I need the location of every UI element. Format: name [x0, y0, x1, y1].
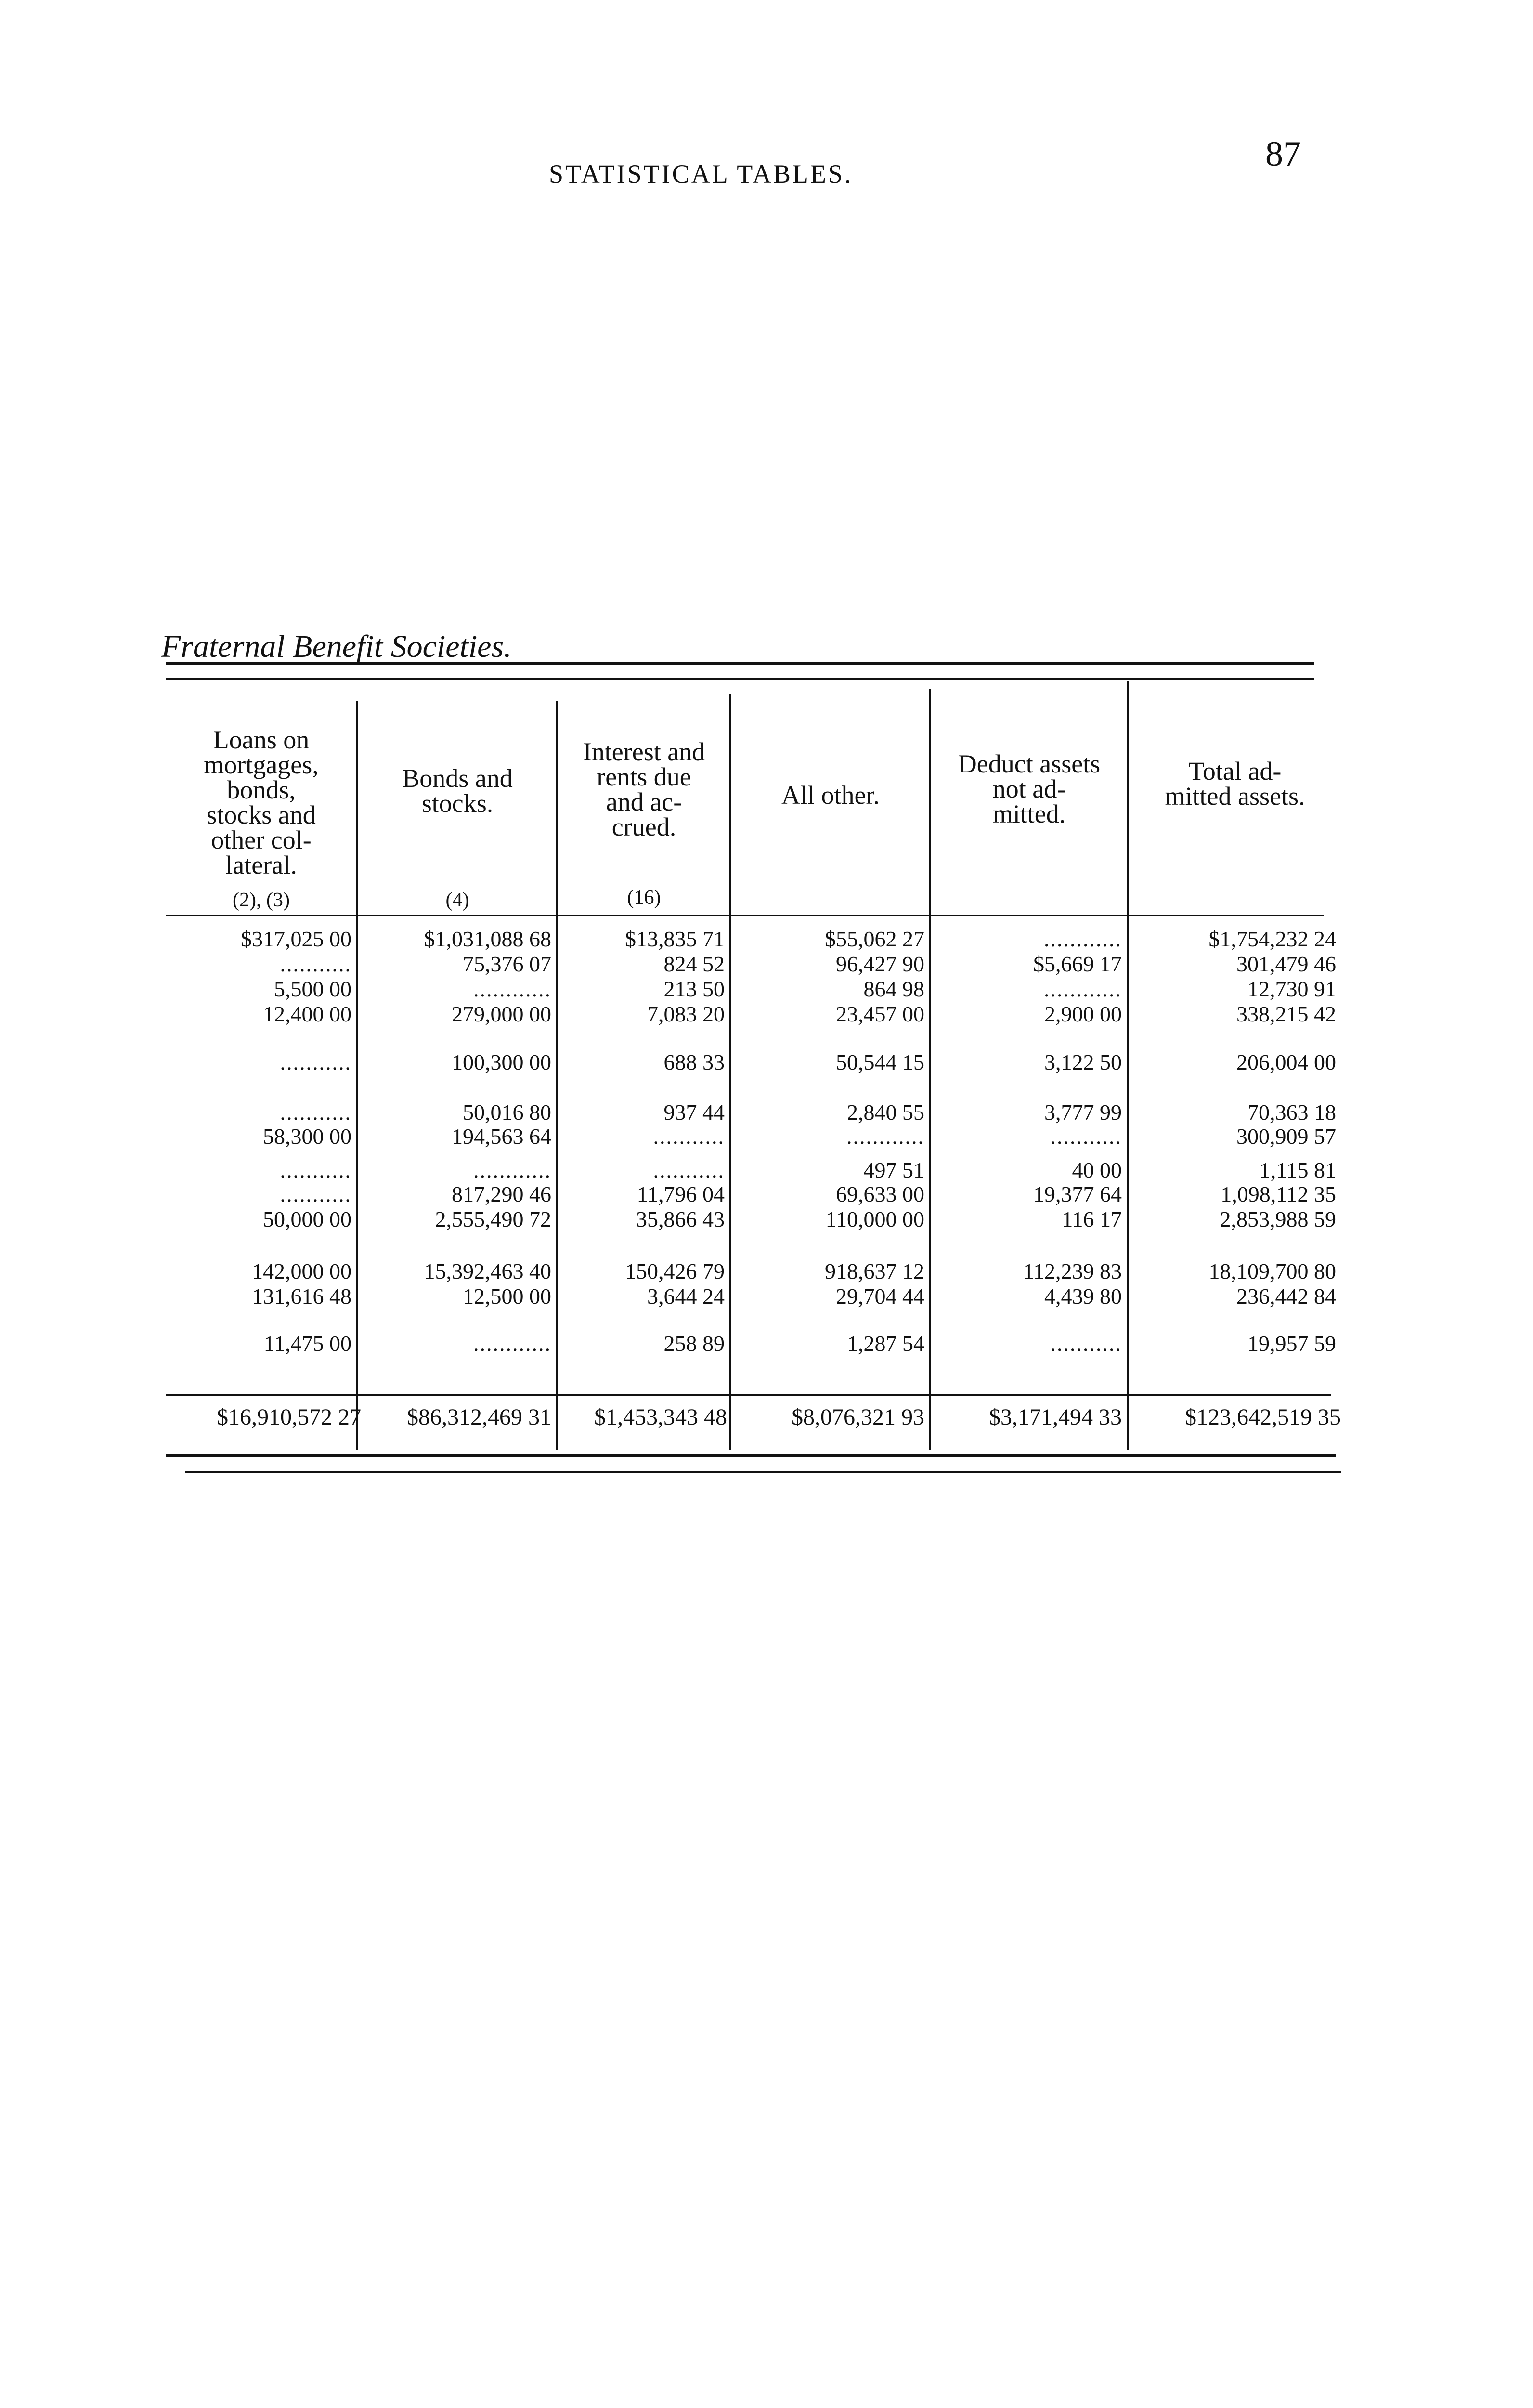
- table-cell: 19,957 59: [1247, 1331, 1336, 1356]
- table-cell: 7,083 20: [647, 1002, 725, 1026]
- table-cell: 12,500 00: [463, 1284, 551, 1309]
- bottom-rule-secondary: [185, 1471, 1341, 1473]
- table-cell: 23,457 00: [836, 1002, 924, 1026]
- total-bonds: $86,312,469 31: [407, 1404, 551, 1430]
- table-cell: 2,840 55: [847, 1100, 924, 1125]
- table-cell: 338,215 42: [1236, 1002, 1336, 1026]
- table-cell: 100,300 00: [452, 1050, 551, 1074]
- section-title: Fraternal Benefit Societies.: [161, 629, 512, 664]
- table-cell: 11,475 00: [263, 1331, 351, 1356]
- table-cell: 1,287 54: [847, 1331, 924, 1356]
- table-cell: 2,555,490 72: [435, 1207, 551, 1231]
- column-heading-interest: Interest and rents due and ac- crued.: [583, 737, 705, 841]
- table-cell: 69,633 00: [836, 1182, 924, 1206]
- table-cell: 1,098,112 35: [1221, 1182, 1336, 1206]
- table-cell: ............: [846, 1124, 924, 1149]
- table-cell: ............: [1044, 927, 1122, 951]
- table-cell: 864 98: [863, 977, 924, 1001]
- table-cell: 18,109,700 80: [1208, 1259, 1336, 1283]
- table-cell: 206,004 00: [1236, 1050, 1336, 1074]
- table-cell: 96,427 90: [836, 952, 924, 976]
- top-rule: [166, 662, 1314, 665]
- table-cell: ...........: [280, 1182, 351, 1206]
- table-cell: 70,363 18: [1247, 1100, 1336, 1125]
- table-cell: 817,290 46: [452, 1182, 551, 1206]
- table-cell: 4,439 80: [1044, 1284, 1122, 1309]
- table-cell: 15,392,463 40: [424, 1259, 551, 1283]
- table-cell: ...........: [653, 1158, 725, 1182]
- table-cell: 937 44: [663, 1100, 725, 1125]
- table-cell: 29,704 44: [836, 1284, 924, 1309]
- table-cell: 918,637 12: [825, 1259, 924, 1283]
- table-cell: 279,000 00: [452, 1002, 551, 1026]
- table-cell: 12,400 00: [263, 1002, 351, 1026]
- page-number: 87: [1265, 134, 1301, 174]
- total-admitted: $123,642,519 35: [1185, 1404, 1341, 1430]
- table-cell: ............: [473, 977, 551, 1001]
- table-cell: 2,853,988 59: [1220, 1207, 1336, 1231]
- table-cell: 213 50: [663, 977, 725, 1001]
- table-cell: 50,000 00: [263, 1207, 351, 1231]
- column-heading-loans: Loans on mortgages, bonds, stocks and other col- lateral.: [204, 725, 319, 879]
- header-bottom-rule: [166, 915, 1324, 916]
- table-cell: 5,500 00: [274, 977, 351, 1001]
- column-number: (4): [445, 889, 469, 911]
- table-cell: 300,909 57: [1236, 1124, 1336, 1149]
- table-cell: $55,062 27: [825, 927, 924, 951]
- table-cell: 19,377 64: [1033, 1182, 1122, 1206]
- table-cell: ............: [1044, 977, 1122, 1001]
- table-cell: 3,122 50: [1044, 1050, 1122, 1074]
- table-cell: ............: [473, 1158, 551, 1182]
- table-cell: ...........: [280, 1050, 351, 1074]
- table-cell: 3,644 24: [647, 1284, 725, 1309]
- table-cell: ...........: [280, 1100, 351, 1125]
- table-cell: 2,900 00: [1044, 1002, 1122, 1026]
- table-cell: ...........: [1050, 1124, 1122, 1149]
- top-rule-secondary: [166, 678, 1314, 680]
- table-cell: 497 51: [863, 1158, 924, 1182]
- table-cell: 236,442 84: [1236, 1284, 1336, 1309]
- table-cell: ...........: [280, 1158, 351, 1182]
- total-deduct: $3,171,494 33: [989, 1404, 1122, 1430]
- table-cell: 1,115 81: [1259, 1158, 1336, 1182]
- table-cell: $317,025 00: [241, 927, 351, 951]
- table-cell: 11,796 04: [637, 1182, 725, 1206]
- table-cell: 131,616 48: [252, 1284, 351, 1309]
- column-divider: [729, 694, 731, 1450]
- table-cell: 142,000 00: [252, 1259, 351, 1283]
- total-loans: $16,910,572 27: [217, 1404, 361, 1430]
- column-number: (2), (3): [233, 889, 290, 911]
- table-cell: 150,426 79: [625, 1259, 725, 1283]
- table-cell: 50,544 15: [836, 1050, 924, 1074]
- bottom-rule: [166, 1454, 1336, 1457]
- totals-rule: [166, 1394, 1331, 1396]
- table-cell: $13,835 71: [625, 927, 725, 951]
- table-cell: 301,479 46: [1236, 952, 1336, 976]
- column-number: (16): [627, 887, 661, 909]
- table-cell: ...........: [1050, 1331, 1122, 1356]
- table-cell: 258 89: [663, 1331, 725, 1356]
- table-cell: ............: [473, 1331, 551, 1356]
- total-interest: $1,453,343 48: [594, 1404, 727, 1430]
- table-cell: $1,754,232 24: [1208, 927, 1336, 951]
- table-cell: 35,866 43: [636, 1207, 725, 1231]
- running-head: STATISTICAL TABLES.: [549, 159, 853, 188]
- table-cell: 688 33: [663, 1050, 725, 1074]
- table-cell: ...........: [653, 1124, 725, 1149]
- table-cell: $1,031,088 68: [424, 927, 551, 951]
- column-heading-total: Total ad- mitted assets.: [1165, 757, 1305, 811]
- table-cell: 12,730 91: [1247, 977, 1336, 1001]
- table-cell: 3,777 99: [1044, 1100, 1122, 1125]
- column-heading-all-other: All other.: [781, 781, 880, 810]
- column-divider: [356, 701, 358, 1450]
- table-cell: 58,300 00: [263, 1124, 351, 1149]
- table-cell: $5,669 17: [1033, 952, 1122, 976]
- table-cell: 116 17: [1062, 1207, 1122, 1231]
- column-heading-bonds: Bonds and stocks.: [402, 764, 513, 818]
- column-divider: [556, 701, 558, 1450]
- table-cell: 112,239 83: [1023, 1259, 1122, 1283]
- total-all-other: $8,076,321 93: [792, 1404, 924, 1430]
- table-cell: 50,016 80: [463, 1100, 551, 1125]
- column-divider: [929, 689, 931, 1450]
- table-cell: 194,563 64: [452, 1124, 551, 1149]
- table-cell: 40 00: [1072, 1158, 1122, 1182]
- column-heading-deduct: Deduct assets not ad- mitted.: [958, 749, 1101, 828]
- column-divider: [1127, 681, 1129, 1450]
- table-cell: 824 52: [663, 952, 725, 976]
- table-cell: 75,376 07: [463, 952, 551, 976]
- table-cell: 110,000 00: [825, 1207, 924, 1231]
- table-cell: ...........: [280, 952, 351, 976]
